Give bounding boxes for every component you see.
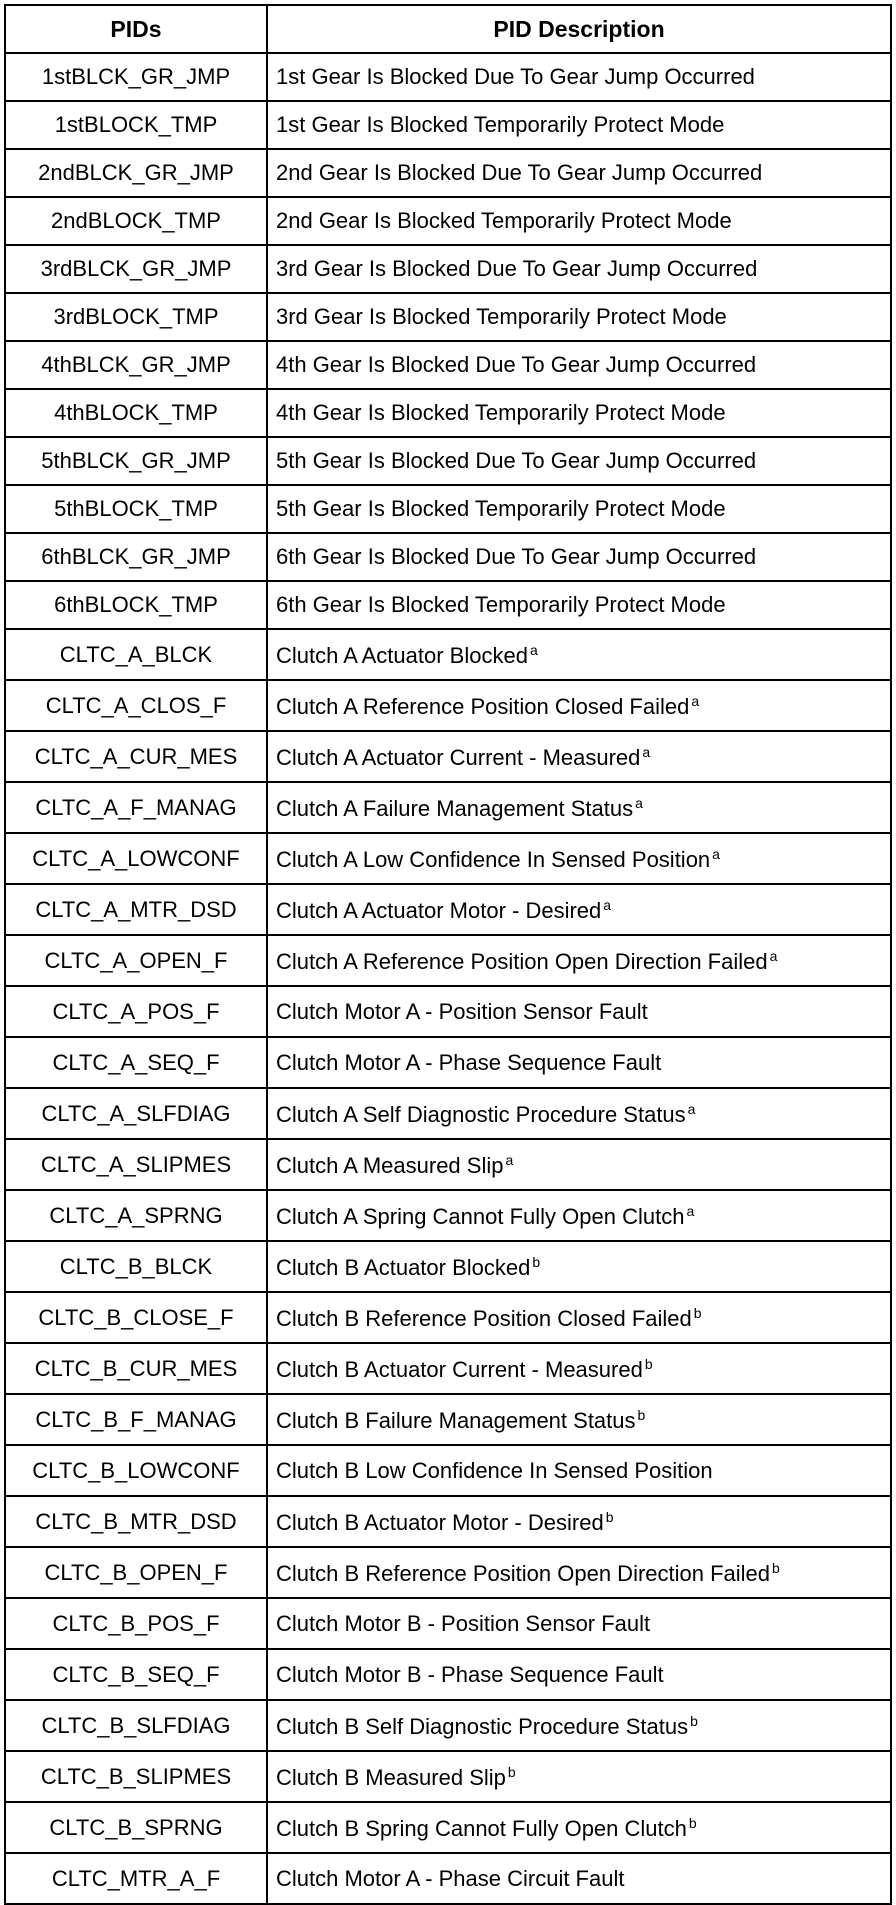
pid-description-cell xyxy=(267,485,891,533)
pid-description-text: Clutch B Self Diagnostic Procedure Status xyxy=(276,1713,689,1739)
pid-description-text: Clutch B Low Confidence In Sensed Position xyxy=(276,1457,713,1483)
pid-cell: CLTC_B_BLCK xyxy=(5,1241,267,1292)
pid-description-cell xyxy=(267,1343,891,1394)
pid-description-cell xyxy=(267,833,891,884)
pid-cell: CLTC_A_CUR_MES xyxy=(5,731,267,782)
table-row xyxy=(5,245,891,293)
footnote-marker: b xyxy=(637,1406,646,1423)
pid-cell: CLTC_B_SLFDIAG xyxy=(5,1700,267,1751)
pid-description-cell xyxy=(267,197,891,245)
pid-description-cell xyxy=(267,1700,891,1751)
pid-cell: CLTC_B_LOWCONF xyxy=(5,1445,267,1496)
pid-description-text: Clutch B Actuator Motor - Desired xyxy=(276,1509,604,1535)
pid-description-cell xyxy=(267,1292,891,1343)
table-row xyxy=(5,1853,891,1904)
pid-description-cell xyxy=(267,1394,891,1445)
pid-description-cell xyxy=(267,581,891,629)
pid-description-text: Clutch B Measured Slip xyxy=(276,1764,506,1790)
pid-description-cell xyxy=(267,1751,891,1802)
footnote-marker: b xyxy=(532,1253,541,1270)
pid-cell: CLTC_A_SLFDIAG xyxy=(5,1088,267,1139)
pid-cell: CLTC_A_OPEN_F xyxy=(5,935,267,986)
pid-cell: CLTC_B_F_MANAG xyxy=(5,1394,267,1445)
table-row xyxy=(5,389,891,437)
table-row xyxy=(5,1139,891,1190)
table-row xyxy=(5,197,891,245)
pid-description-text: Clutch Motor B - Phase Sequence Fault xyxy=(276,1661,664,1687)
footnote-marker: a xyxy=(642,743,651,760)
pid-description-text: 1st Gear Is Blocked Due To Gear Jump Occurred xyxy=(276,64,755,89)
table-row xyxy=(5,581,891,629)
pid-description-cell xyxy=(267,680,891,731)
pid-description-cell xyxy=(267,101,891,149)
pid-cell: 1stBLOCK_TMP xyxy=(5,101,267,149)
pid-description-cell xyxy=(267,341,891,389)
table-row xyxy=(5,1445,891,1496)
pid-description-text: 5th Gear Is Blocked Temporarily Protect Mode xyxy=(276,496,726,521)
pid-description-text: 6th Gear Is Blocked Temporarily Protect Mode xyxy=(276,592,726,617)
pid-table xyxy=(4,4,892,1905)
pid-cell: CLTC_A_SLIPMES xyxy=(5,1139,267,1190)
pid-description-text: Clutch B Spring Cannot Fully Open Clutch xyxy=(276,1815,687,1841)
footnote-marker: a xyxy=(691,692,700,709)
pid-description-text: Clutch A Spring Cannot Fully Open Clutch xyxy=(276,1203,685,1229)
pid-description-text: Clutch A Reference Position Closed Failed xyxy=(276,693,690,719)
footnote-marker: a xyxy=(603,896,612,913)
table-row xyxy=(5,629,891,680)
pid-cell: CLTC_A_BLCK xyxy=(5,629,267,680)
table-row xyxy=(5,833,891,884)
pid-description-cell xyxy=(267,1190,891,1241)
pid-description-text: Clutch A Low Confidence In Sensed Position xyxy=(276,846,711,872)
pid-cell: CLTC_A_POS_F xyxy=(5,986,267,1037)
column-header-pids: PIDs xyxy=(5,5,267,53)
table-row xyxy=(5,1700,891,1751)
pid-description-text: Clutch B Reference Position Closed Failed xyxy=(276,1305,692,1331)
pid-cell: CLTC_A_LOWCONF xyxy=(5,833,267,884)
pid-description-text: Clutch B Actuator Current - Measured xyxy=(276,1356,643,1382)
pid-description-cell xyxy=(267,1445,891,1496)
pid-description-cell xyxy=(267,293,891,341)
pid-description-text: 6th Gear Is Blocked Due To Gear Jump Occurred xyxy=(276,544,757,569)
pid-description-cell xyxy=(267,935,891,986)
footnote-marker: b xyxy=(690,1712,698,1729)
pid-cell: 3rdBLOCK_TMP xyxy=(5,293,267,341)
pid-description-text: Clutch B Actuator Blocked xyxy=(276,1254,531,1280)
pid-cell: CLTC_B_CUR_MES xyxy=(5,1343,267,1394)
pid-description-cell xyxy=(267,1853,891,1904)
pid-cell: 4thBLCK_GR_JMP xyxy=(5,341,267,389)
pid-cell: 2ndBLCK_GR_JMP xyxy=(5,149,267,197)
footnote-marker: b xyxy=(688,1814,697,1831)
pid-description-cell xyxy=(267,1547,891,1598)
pid-description-text: 2nd Gear Is Blocked Due To Gear Jump Occurred xyxy=(276,160,763,185)
pid-cell: CLTC_A_MTR_DSD xyxy=(5,884,267,935)
table-row xyxy=(5,1190,891,1241)
table-row xyxy=(5,149,891,197)
pid-cell: CLTC_B_SEQ_F xyxy=(5,1649,267,1700)
pid-description-cell xyxy=(267,1598,891,1649)
table-row xyxy=(5,341,891,389)
table-row xyxy=(5,1241,891,1292)
pid-cell: 5thBLCK_GR_JMP xyxy=(5,437,267,485)
pid-description-cell xyxy=(267,533,891,581)
table-row xyxy=(5,680,891,731)
pid-description-text: Clutch Motor A - Phase Circuit Fault xyxy=(276,1865,625,1891)
footnote-marker: a xyxy=(769,947,778,964)
pid-description-cell xyxy=(267,1241,891,1292)
pid-description-text: Clutch A Self Diagnostic Procedure Status xyxy=(276,1101,686,1127)
pid-description-text: 3rd Gear Is Blocked Due To Gear Jump Occurred xyxy=(276,256,758,281)
pid-cell: 1stBLCK_GR_JMP xyxy=(5,53,267,101)
pid-cell: 3rdBLCK_GR_JMP xyxy=(5,245,267,293)
pid-description-text: Clutch B Reference Position Open Direction Failed xyxy=(276,1560,771,1586)
footnote-marker: a xyxy=(712,845,720,862)
pid-description-text: Clutch A Actuator Current - Measured xyxy=(276,744,641,770)
pid-description-text: 4th Gear Is Blocked Due To Gear Jump Occurred xyxy=(276,352,757,377)
footnote-marker: a xyxy=(686,1202,695,1219)
pid-cell: 2ndBLOCK_TMP xyxy=(5,197,267,245)
table-row xyxy=(5,1547,891,1598)
table-row xyxy=(5,935,891,986)
table-row xyxy=(5,1751,891,1802)
pid-description-text: Clutch A Measured Slip xyxy=(276,1152,504,1178)
column-header-description: PID Description xyxy=(267,5,891,53)
pid-description-text: Clutch A Failure Management Status xyxy=(276,795,634,821)
pid-description-cell xyxy=(267,1088,891,1139)
table-row xyxy=(5,1802,891,1853)
footnote-marker: a xyxy=(505,1151,514,1168)
table-row xyxy=(5,437,891,485)
pid-cell: CLTC_B_POS_F xyxy=(5,1598,267,1649)
pid-description-cell xyxy=(267,437,891,485)
table-row xyxy=(5,485,891,533)
pid-cell: CLTC_A_F_MANAG xyxy=(5,782,267,833)
pid-description-text: 2nd Gear Is Blocked Temporarily Protect Mode xyxy=(276,208,732,233)
footnote-marker: a xyxy=(687,1100,696,1117)
header-row xyxy=(5,5,891,53)
table-row xyxy=(5,1394,891,1445)
table-row xyxy=(5,533,891,581)
pid-description-cell xyxy=(267,53,891,101)
pid-description-text: 5th Gear Is Blocked Due To Gear Jump Occurred xyxy=(276,448,757,473)
pid-description-text: 3rd Gear Is Blocked Temporarily Protect Mode xyxy=(276,304,727,329)
table-row xyxy=(5,1649,891,1700)
pid-description-text: Clutch B Failure Management Status xyxy=(276,1407,636,1433)
pid-cell: CLTC_B_MTR_DSD xyxy=(5,1496,267,1547)
pid-description-cell xyxy=(267,245,891,293)
footnote-marker: b xyxy=(644,1355,653,1372)
pid-description-cell xyxy=(267,986,891,1037)
pid-description-cell xyxy=(267,149,891,197)
pid-description-text: Clutch Motor A - Phase Sequence Fault xyxy=(276,1049,662,1075)
pid-description-cell xyxy=(267,1649,891,1700)
pid-description-cell xyxy=(267,1037,891,1088)
pid-cell: CLTC_A_CLOS_F xyxy=(5,680,267,731)
pid-description-cell xyxy=(267,1496,891,1547)
pid-description-text: 4th Gear Is Blocked Temporarily Protect Mode xyxy=(276,400,726,425)
footnote-marker: a xyxy=(529,641,538,658)
table-row xyxy=(5,1598,891,1649)
table-row xyxy=(5,884,891,935)
pid-description-cell xyxy=(267,1802,891,1853)
table-row xyxy=(5,731,891,782)
pid-description-cell xyxy=(267,389,891,437)
table-row xyxy=(5,101,891,149)
table-row xyxy=(5,53,891,101)
table-row xyxy=(5,1496,891,1547)
footnote-marker: b xyxy=(605,1508,614,1525)
footnote-marker: b xyxy=(693,1304,702,1321)
table-row xyxy=(5,1037,891,1088)
footnote-marker: b xyxy=(507,1763,516,1780)
pid-description-cell xyxy=(267,782,891,833)
pid-description-text: Clutch A Reference Position Open Direction Failed xyxy=(276,948,768,974)
pid-description-cell xyxy=(267,1139,891,1190)
pid-cell: 4thBLOCK_TMP xyxy=(5,389,267,437)
pid-cell: CLTC_MTR_A_F xyxy=(5,1853,267,1904)
pid-description-cell xyxy=(267,884,891,935)
pid-description-text: Clutch Motor B - Position Sensor Fault xyxy=(276,1610,651,1636)
pid-description-text: Clutch Motor A - Position Sensor Fault xyxy=(276,998,648,1024)
pid-cell: CLTC_B_SLIPMES xyxy=(5,1751,267,1802)
footnote-marker: a xyxy=(635,794,643,811)
table-row xyxy=(5,1292,891,1343)
pid-cell: CLTC_A_SPRNG xyxy=(5,1190,267,1241)
footnote-marker: b xyxy=(772,1559,780,1576)
pid-cell: 6thBLOCK_TMP xyxy=(5,581,267,629)
pid-cell: CLTC_B_SPRNG xyxy=(5,1802,267,1853)
pid-cell: 6thBLCK_GR_JMP xyxy=(5,533,267,581)
pid-cell: CLTC_A_SEQ_F xyxy=(5,1037,267,1088)
pid-cell: CLTC_B_CLOSE_F xyxy=(5,1292,267,1343)
pid-description-cell xyxy=(267,731,891,782)
table-row xyxy=(5,782,891,833)
table-row xyxy=(5,1088,891,1139)
pid-cell: CLTC_B_OPEN_F xyxy=(5,1547,267,1598)
table-body xyxy=(5,53,891,1904)
pid-description-cell xyxy=(267,629,891,680)
pid-description-text: Clutch A Actuator Blocked xyxy=(276,642,528,668)
table-row xyxy=(5,1343,891,1394)
table-row xyxy=(5,293,891,341)
table-row xyxy=(5,986,891,1037)
pid-description-text: 1st Gear Is Blocked Temporarily Protect Mode xyxy=(276,112,725,137)
pid-cell: 5thBLOCK_TMP xyxy=(5,485,267,533)
pid-description-text: Clutch A Actuator Motor - Desired xyxy=(276,897,602,923)
